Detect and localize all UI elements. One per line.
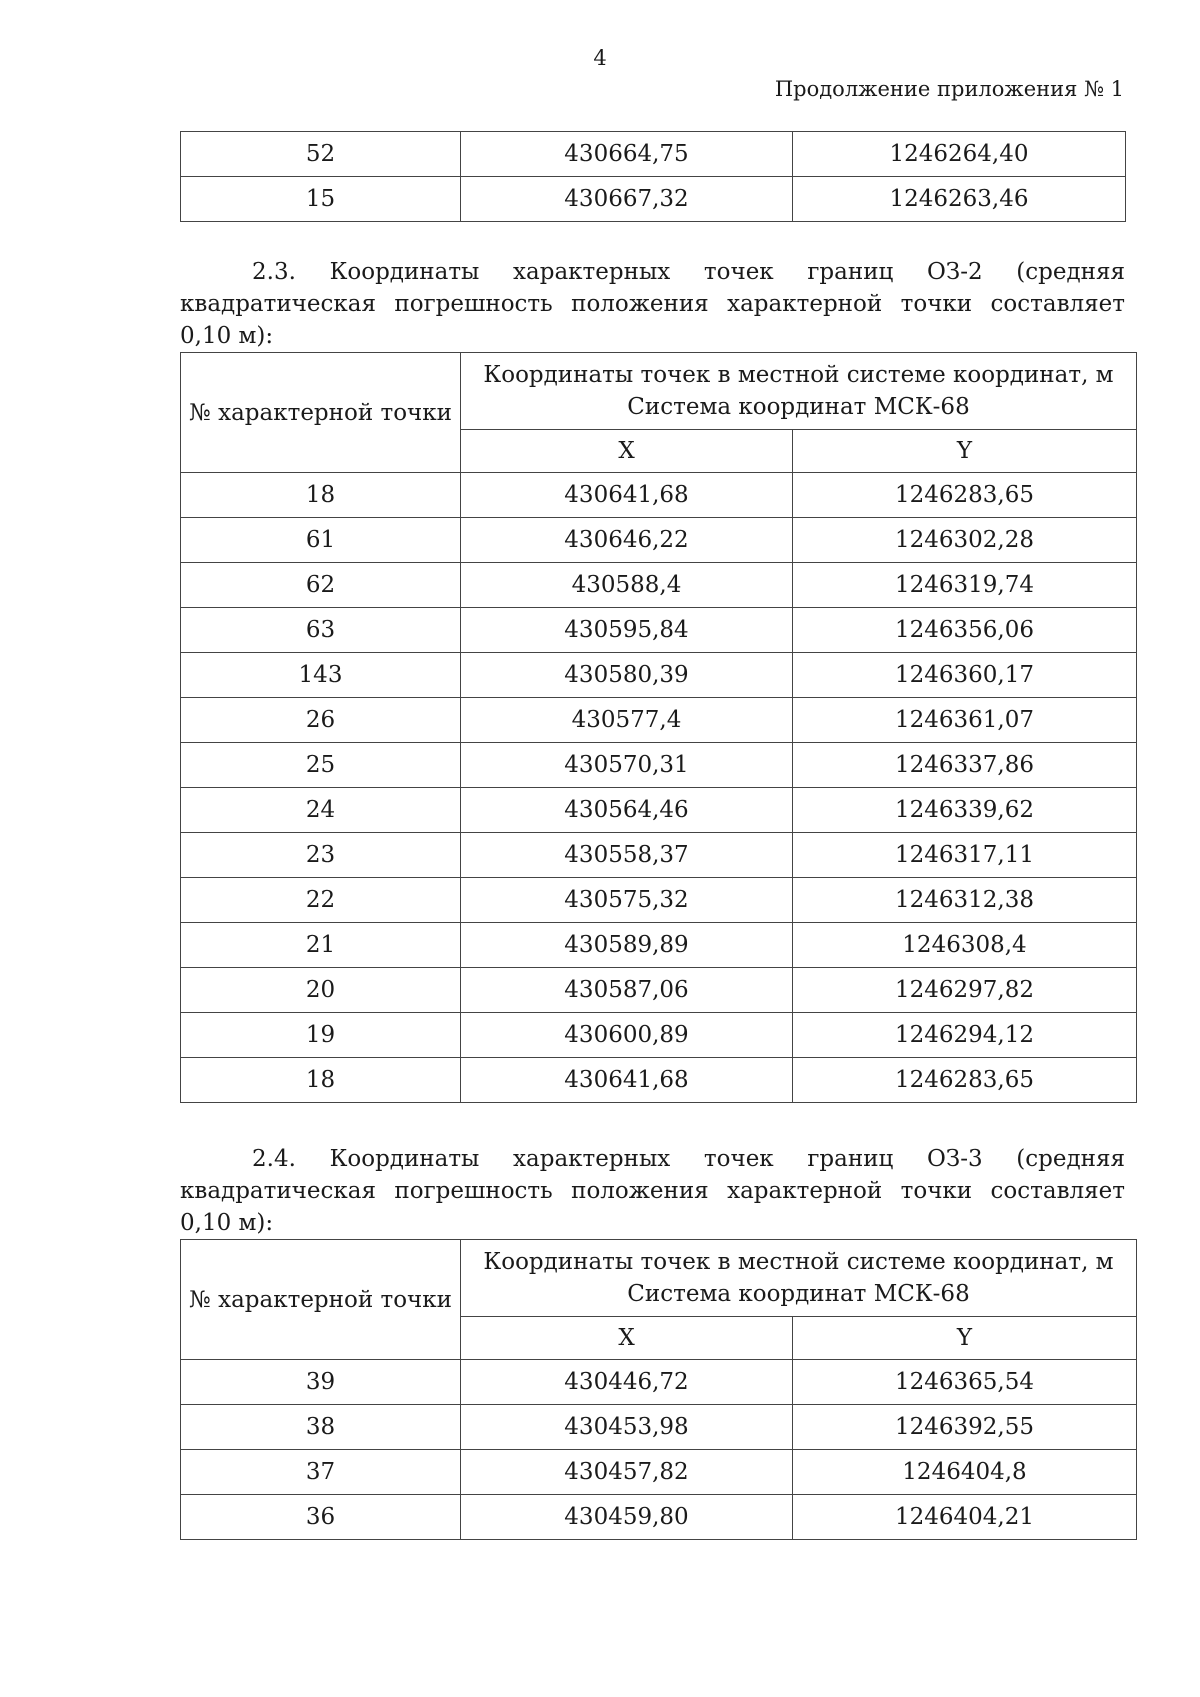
y-coordinate-cell: 1246263,46 [793,177,1126,222]
y-coordinate-cell: 1246283,65 [793,1058,1137,1103]
y-coordinate-cell: 1246356,06 [793,608,1137,653]
x-column-header: X [461,430,793,473]
point-number-cell: 18 [181,1058,461,1103]
x-coordinate-cell: 430588,4 [461,563,793,608]
table-row [181,1013,1137,1058]
coordinates-table-oz-3 [180,1239,1137,1540]
y-column-header: Y [793,430,1137,473]
y-coordinate-cell: 1246360,17 [793,653,1137,698]
table-row [181,1495,1137,1540]
coordinates-header: Координаты точек в местной системе координат, м Система координат МСК-68 [461,353,1137,430]
y-coordinate-cell: 1246339,62 [793,788,1137,833]
table-row [181,653,1137,698]
table-header-row [181,1240,1137,1317]
point-number-cell: 21 [181,923,461,968]
table-row [181,132,1126,177]
x-coordinate-cell: 430641,68 [461,473,793,518]
point-number-cell: 61 [181,518,461,563]
table-row [181,878,1137,923]
y-coordinate-cell: 1246283,65 [793,473,1137,518]
x-coordinate-cell: 430646,22 [461,518,793,563]
point-number-cell: 25 [181,743,461,788]
point-number-cell: 24 [181,788,461,833]
section-2-4-text: 2.4. Координаты характерных точек границ ОЗ-3 (средняя квадратическая погрешность положения характерной точки составляет 0,10 м): [180,1146,1125,1236]
table-header-row [181,353,1137,430]
y-coordinate-cell: 1246294,12 [793,1013,1137,1058]
x-coordinate-cell: 430667,32 [461,177,793,222]
y-coordinate-cell: 1246308,4 [793,923,1137,968]
point-number-cell: 22 [181,878,461,923]
y-coordinate-cell: 1246337,86 [793,743,1137,788]
coordinates-header: Координаты точек в местной системе координат, м Система координат МСК-68 [461,1240,1137,1317]
table-row [181,968,1137,1013]
table-row [181,1450,1137,1495]
x-coordinate-cell: 430641,68 [461,1058,793,1103]
x-coordinate-cell: 430558,37 [461,833,793,878]
y-coordinate-cell: 1246317,11 [793,833,1137,878]
table-row [181,608,1137,653]
x-coordinate-cell: 430600,89 [461,1013,793,1058]
point-number-cell: 19 [181,1013,461,1058]
table-row [181,923,1137,968]
x-coordinate-cell: 430459,80 [461,1495,793,1540]
table-row [181,833,1137,878]
x-coordinate-cell: 430664,75 [461,132,793,177]
point-number-cell: 26 [181,698,461,743]
table-row [181,563,1137,608]
y-coordinate-cell: 1246302,28 [793,518,1137,563]
point-number-cell: 62 [181,563,461,608]
section-2-4-paragraph [180,1143,1125,1239]
table-row [181,518,1137,563]
point-number-cell: 37 [181,1450,461,1495]
coordinates-table-oz-2 [180,352,1137,1103]
y-coordinate-cell: 1246264,40 [793,132,1126,177]
table-row [181,1058,1137,1103]
x-coordinate-cell: 430595,84 [461,608,793,653]
table-row [181,473,1137,518]
y-coordinate-cell: 1246312,38 [793,878,1137,923]
point-number-cell: 39 [181,1360,461,1405]
x-coordinate-cell: 430580,39 [461,653,793,698]
point-number-cell: 38 [181,1405,461,1450]
x-column-header: X [461,1317,793,1360]
section-2-3-text: 2.3. Координаты характерных точек границ ОЗ-2 (средняя квадратическая погрешность положения характерной точки составляет 0,10 м): [180,259,1125,349]
x-coordinate-cell: 430575,32 [461,878,793,923]
x-coordinate-cell: 430577,4 [461,698,793,743]
x-coordinate-cell: 430564,46 [461,788,793,833]
coordinates-table-continued [180,131,1126,222]
x-coordinate-cell: 430570,31 [461,743,793,788]
point-number-cell: 63 [181,608,461,653]
y-coordinate-cell: 1246297,82 [793,968,1137,1013]
x-coordinate-cell: 430457,82 [461,1450,793,1495]
y-coordinate-cell: 1246392,55 [793,1405,1137,1450]
point-number-cell: 36 [181,1495,461,1540]
point-number-cell: 15 [181,177,461,222]
point-number-header: № характерной точки [181,353,461,473]
x-coordinate-cell: 430587,06 [461,968,793,1013]
y-coordinate-cell: 1246404,21 [793,1495,1137,1540]
y-column-header: Y [793,1317,1137,1360]
appendix-continuation-label: Продолжение приложения № 1 [774,77,1124,101]
point-number-cell: 143 [181,653,461,698]
y-coordinate-cell: 1246361,07 [793,698,1137,743]
point-number-cell: 52 [181,132,461,177]
page-number: 4 [593,46,607,70]
x-coordinate-cell: 430446,72 [461,1360,793,1405]
y-coordinate-cell: 1246319,74 [793,563,1137,608]
y-coordinate-cell: 1246404,8 [793,1450,1137,1495]
point-number-cell: 23 [181,833,461,878]
point-number-header: № характерной точки [181,1240,461,1360]
point-number-cell: 20 [181,968,461,1013]
table-row [181,743,1137,788]
table-row [181,698,1137,743]
table-row [181,788,1137,833]
section-2-3-paragraph [180,256,1125,352]
point-number-cell: 18 [181,473,461,518]
x-coordinate-cell: 430589,89 [461,923,793,968]
table-row [181,1405,1137,1450]
y-coordinate-cell: 1246365,54 [793,1360,1137,1405]
table-row [181,1360,1137,1405]
x-coordinate-cell: 430453,98 [461,1405,793,1450]
table-row [181,177,1126,222]
